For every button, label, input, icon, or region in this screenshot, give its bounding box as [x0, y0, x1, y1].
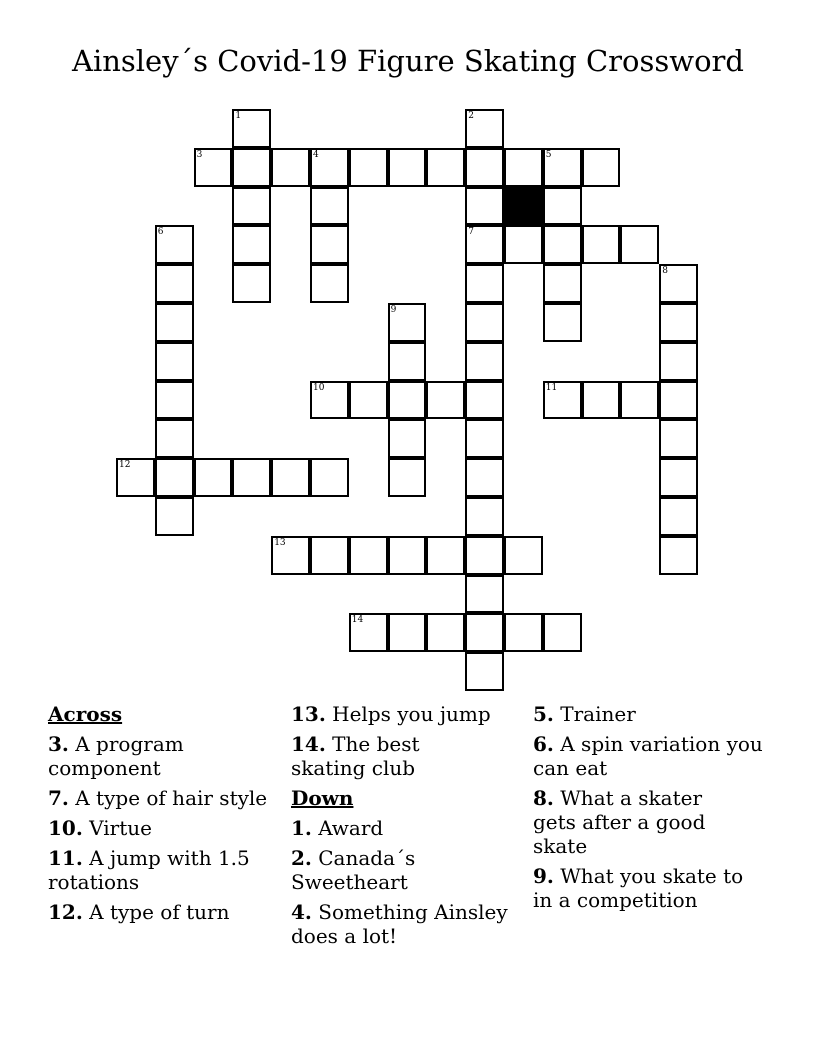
- grid-cell[interactable]: [155, 225, 194, 264]
- clue-number: 13: [274, 537, 286, 548]
- grid-cell[interactable]: [465, 148, 504, 187]
- grid-cell[interactable]: [426, 613, 465, 652]
- grid-cell[interactable]: [465, 225, 504, 264]
- clue-down-6: 6. A spin variation you can eat: [533, 732, 763, 780]
- black-cell: [504, 187, 543, 226]
- grid-cell[interactable]: [659, 342, 698, 381]
- grid-cell[interactable]: [310, 458, 349, 497]
- clue-down-5: 5. Trainer: [533, 702, 636, 726]
- grid-cell[interactable]: [155, 458, 194, 497]
- clue-down-8: 8. What a skater gets after a good skate: [533, 786, 706, 858]
- grid-cell[interactable]: [659, 381, 698, 420]
- grid-cell[interactable]: [232, 109, 271, 148]
- grid-cell[interactable]: [465, 536, 504, 575]
- grid-cell[interactable]: [659, 419, 698, 458]
- across-heading: Across: [48, 702, 123, 726]
- grid-cell[interactable]: [543, 613, 582, 652]
- clue-number: 3: [196, 149, 203, 160]
- clue-number: 2: [468, 111, 474, 121]
- clue-number: 8: [662, 266, 668, 277]
- clue-number: 5: [545, 149, 552, 160]
- page-title: Ainsley´s Covid-19 Figure Skating Crossword: [72, 44, 744, 78]
- grid-cell[interactable]: [310, 187, 349, 226]
- grid-cell[interactable]: [543, 187, 582, 226]
- grid-cell[interactable]: [543, 225, 582, 264]
- grid-cell[interactable]: [543, 303, 582, 342]
- grid-cell[interactable]: [504, 148, 543, 187]
- clue-across-13: 13. Helps you jump: [291, 702, 491, 726]
- grid-cell[interactable]: [543, 148, 582, 187]
- grid-cell[interactable]: [659, 497, 698, 536]
- grid-cell[interactable]: [426, 381, 465, 420]
- grid-cell[interactable]: [659, 264, 698, 303]
- clue-number: 1: [235, 111, 242, 121]
- grid-cell[interactable]: [504, 613, 543, 652]
- grid-cell[interactable]: [504, 536, 543, 575]
- grid-cell[interactable]: [582, 148, 621, 187]
- grid-cell[interactable]: [388, 419, 427, 458]
- grid-cell[interactable]: [465, 613, 504, 652]
- grid-cell[interactable]: [620, 225, 659, 264]
- grid-cell[interactable]: [465, 264, 504, 303]
- grid-cell[interactable]: [582, 381, 621, 420]
- grid-cell[interactable]: [388, 381, 427, 420]
- grid-cell[interactable]: [155, 342, 194, 381]
- grid-cell[interactable]: [349, 613, 388, 652]
- grid-cell[interactable]: [271, 536, 310, 575]
- grid-cell[interactable]: [465, 575, 504, 614]
- grid-cell[interactable]: [659, 303, 698, 342]
- grid-cell[interactable]: [465, 381, 504, 420]
- grid-cell[interactable]: [465, 303, 504, 342]
- clue-across-3: 3. A program component: [48, 732, 184, 780]
- clue-down-4: 4. Something Ainsley does a lot!: [291, 900, 508, 948]
- grid-cell[interactable]: [388, 342, 427, 381]
- grid-cell[interactable]: [349, 148, 388, 187]
- grid-cell[interactable]: [659, 536, 698, 575]
- clue-across-12: 12. A type of turn: [48, 900, 230, 924]
- grid-cell[interactable]: [388, 613, 427, 652]
- grid-cell[interactable]: [543, 264, 582, 303]
- grid-cell[interactable]: [310, 148, 349, 187]
- down-heading: Down: [291, 786, 354, 810]
- clue-across-10: 10. Virtue: [48, 816, 152, 840]
- grid-cell[interactable]: [426, 148, 465, 187]
- grid-cell[interactable]: [465, 458, 504, 497]
- grid-cell[interactable]: [465, 652, 504, 691]
- grid-cell[interactable]: [465, 187, 504, 226]
- grid-cell[interactable]: [232, 187, 271, 226]
- grid-cell[interactable]: [194, 458, 233, 497]
- grid-cell[interactable]: [271, 458, 310, 497]
- grid-cell[interactable]: [232, 264, 271, 303]
- grid-cell[interactable]: [310, 225, 349, 264]
- clue-number: 4: [313, 149, 319, 160]
- grid-cell[interactable]: [465, 342, 504, 381]
- grid-cell[interactable]: [155, 381, 194, 420]
- clue-down-1: 1. Award: [291, 816, 384, 840]
- grid-cell[interactable]: [232, 225, 271, 264]
- clue-number: 6: [157, 227, 164, 238]
- grid-cell[interactable]: [504, 225, 543, 264]
- clue-column-1: [48, 702, 283, 930]
- grid-cell[interactable]: [194, 148, 233, 187]
- clue-number: 10: [313, 382, 325, 393]
- clue-number: 11: [545, 382, 558, 393]
- grid-cell[interactable]: [155, 419, 194, 458]
- clue-column-2: [291, 702, 516, 954]
- grid-cell[interactable]: [465, 109, 504, 148]
- grid-cell[interactable]: [426, 536, 465, 575]
- clue-number: 12: [119, 460, 131, 471]
- grid-cell[interactable]: [349, 536, 388, 575]
- clue-across-7: 7. A type of hair style: [48, 786, 268, 810]
- clue-number: 7: [468, 227, 474, 238]
- grid-cell[interactable]: [582, 225, 621, 264]
- clue-number: 14: [351, 615, 364, 626]
- grid-cell[interactable]: [155, 497, 194, 536]
- grid-cell[interactable]: [232, 148, 271, 187]
- clue-column-3: [533, 702, 773, 918]
- clue-down-9: 9. What you skate to in a competition: [533, 864, 744, 912]
- grid-cell[interactable]: [388, 458, 427, 497]
- clue-down-2: 2. Canada´s Sweetheart: [291, 846, 416, 894]
- grid-cell[interactable]: [310, 264, 349, 303]
- grid-cell[interactable]: [388, 148, 427, 187]
- grid-cell[interactable]: [465, 419, 504, 458]
- grid-cell[interactable]: [388, 536, 427, 575]
- grid-cell[interactable]: [155, 264, 194, 303]
- grid-cell[interactable]: [116, 458, 155, 497]
- grid-cell[interactable]: [232, 458, 271, 497]
- grid-cell[interactable]: [388, 303, 427, 342]
- clue-across-11: 11. A jump with 1.5 rotations: [48, 846, 250, 894]
- grid-cell[interactable]: [659, 458, 698, 497]
- grid-cell[interactable]: [310, 536, 349, 575]
- grid-cell[interactable]: [349, 381, 388, 420]
- clue-across-14: 14. The best skating club: [291, 732, 420, 780]
- grid-cell[interactable]: [155, 303, 194, 342]
- clue-number: 9: [390, 305, 397, 315]
- grid-cell[interactable]: [271, 148, 310, 187]
- grid-cell[interactable]: [620, 381, 659, 420]
- grid-cell[interactable]: [543, 381, 582, 420]
- grid-cell[interactable]: [465, 497, 504, 536]
- grid-cell[interactable]: [310, 381, 349, 420]
